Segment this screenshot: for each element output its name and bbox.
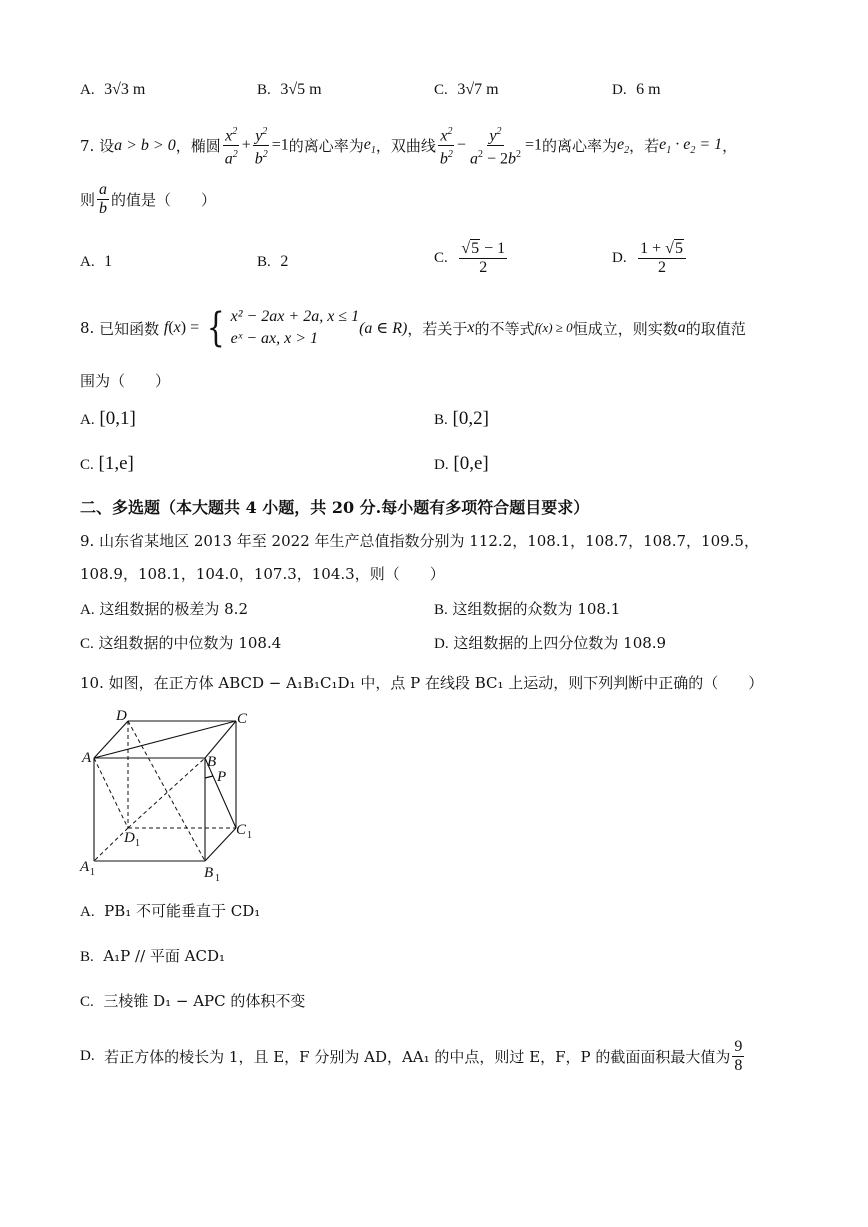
diagonal-ac (94, 721, 236, 758)
q9-option-c: C. 这组数据的中位数为 108.4 (80, 634, 282, 652)
q8-option-d: D. [0,e] (434, 453, 489, 474)
edge-bc (205, 721, 236, 758)
q8-stem-line2: 围为（ ） (80, 372, 171, 390)
q7-ratio: $\frac{a}{b}$ (99, 181, 108, 217)
label-a1-sub: 1 (90, 867, 95, 878)
label-c1-sub: 1 (247, 830, 252, 841)
label-c: C (237, 711, 248, 727)
q8-option-b: B. [0,2] (434, 408, 489, 429)
q6-option-b-value: 3√5 m (280, 81, 322, 98)
q7-stem-line2: 则 $\frac{a}{b}$ 的值是（ ） (80, 181, 217, 217)
q10-option-b: B. A₁P // 平面 ACD₁ (80, 947, 226, 965)
q10-option-c: C. 三棱锥 D₁ − APC 的体积不变 (80, 992, 306, 1010)
q7-hyperbola-equation: $\frac{x^2}{b^2}$ − $\frac{y^2}{a^2 - 2b^2}$ =1 (436, 123, 542, 169)
q7-product: $e_1 \cdot e_2 = 1$ (659, 135, 723, 156)
q10-option-a: A. PB₁ 不可能垂直于 CD₁ (80, 902, 261, 920)
label-c1: C (236, 822, 247, 838)
q10-stem: 10. 如图，在正方体 ABCD − A₁B₁C₁D₁ 中，点 P 在线段 BC₁ 上运动，则下列判断中正确的（ ） (80, 674, 764, 692)
label-b1: B (204, 865, 214, 881)
label-b1-sub: 1 (215, 873, 220, 884)
diagonal-ad1 (94, 758, 128, 828)
edge-d1a1 (94, 828, 128, 861)
diagonal-d1b (128, 758, 205, 828)
q8-option-a: A. [0,1] (80, 408, 136, 429)
q6-option-d: D. 6 m (612, 81, 661, 98)
q7-option-a: A. 1 (80, 253, 113, 270)
label-a: A (82, 750, 92, 766)
q9-stem-line2: 108.9，108.1，104.0，107.3，104.3，则（ ） (80, 565, 445, 583)
q9-option-b: B. 这组数据的众数为 108.1 (434, 600, 621, 618)
edge-c1b1 (205, 828, 236, 861)
q7-option-c: C. $\frac{√5 - 1}{2}$ (434, 240, 506, 276)
q7-option-b: B. 2 (257, 253, 289, 270)
label-d: D (116, 708, 127, 724)
label-d1: D (124, 830, 135, 846)
q7-ellipse-equation: $\frac{x^2}{a^2}$ + $\frac{y^2}{b^2}$ =1 (221, 123, 289, 169)
q9-option-a: A. 这组数据的极差为 8.2 (80, 600, 248, 618)
label-p: P (217, 769, 227, 785)
point-p-mark (205, 776, 213, 778)
q7-stem: 7. 设 a > b > 0 ，椭圆 $\frac{x^2}{a^2}$ + $\frac{y^2}{b^2}$ =1 的离心率为 $e_1$ ，双曲线 $\frac{x^2}{b^2}$ − $\frac{y^2}{a^2 - 2b^2}$ =1 的离心率为 $e_2$ ，若 $e_1 \cdot e_2 = 1$ ， (80, 123, 737, 169)
label-b: B (207, 754, 217, 770)
q6-option-b: B. 3√5 m (257, 81, 322, 98)
q6-option-a-value: 3√3 m (104, 81, 146, 98)
cube-figure (76, 706, 266, 884)
q6-option-d-value: 6 m (636, 81, 661, 98)
q8-piecewise: { x² − 2ax + 2a, x ≤ 1 eˣ − ax, x > 1 (206, 305, 360, 351)
label-a1: A (80, 859, 90, 875)
q8-stem: 8. 已知函数 f ( x ) = { x² − 2ax + 2a, x ≤ 1 eˣ − ax, x > 1 (a ∈ R) ，若关于 x 的不等式 f(x) ≥ 0 恒成立，则实数 a 的取值范 (80, 305, 746, 351)
q7-option-d: D. $\frac{1 + √5}{2}$ (612, 240, 688, 277)
label-d1-sub: 1 (135, 838, 140, 849)
q6-option-c-value: 3√7 m (457, 81, 499, 98)
q9-stem-line1: 9. 山东省某地区 2013 年至 2022 年生产总值指数分别为 112.2，108.1，108.7，108.7，109.5， (80, 532, 759, 550)
q6-option-c: C. 3√7 m (434, 81, 499, 98)
q10-option-d: D. 若正方体的棱长为 1，且 E，F 分别为 AD，AA₁ 的中点，则过 E，F，P 的截面面积最大值为 $\frac{9}{8}$ (80, 1038, 743, 1074)
q8-option-c: C. [1,e] (80, 453, 134, 474)
q10-option-d-fraction: $\frac{9}{8}$ (734, 1038, 743, 1074)
section2-title: 二、多选题（本大题共 4 小题，共 20 分.每小题有多项符合题目要求） (80, 498, 590, 517)
q6-option-a: A. 3√3 m (80, 81, 146, 98)
edge-ad (94, 721, 128, 758)
q9-option-d: D. 这组数据的上四分位数为 108.9 (434, 634, 667, 652)
